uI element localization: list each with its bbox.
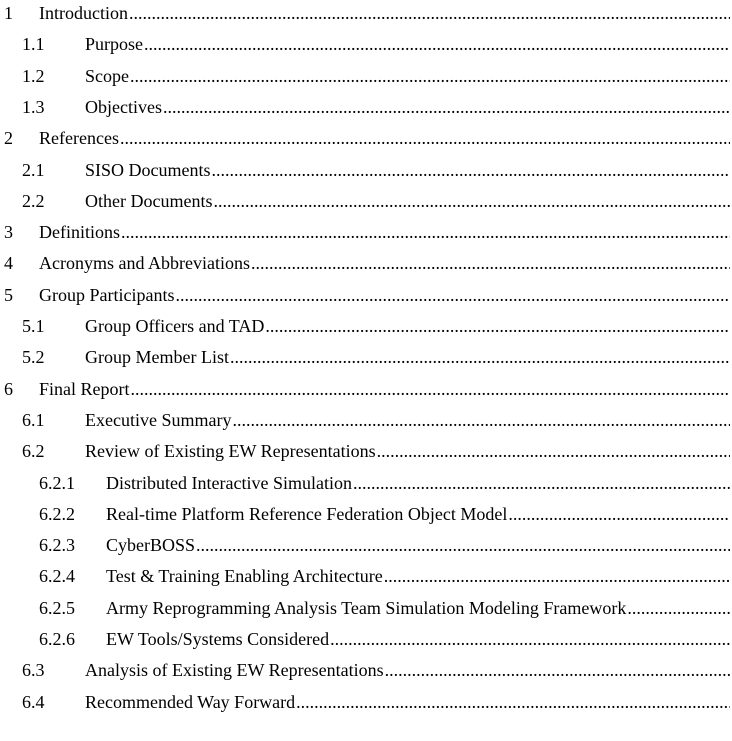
- toc-entry-title: Group Member List: [85, 347, 229, 367]
- toc-entry-title: Group Participants: [39, 285, 175, 305]
- dot-leader: [213, 189, 730, 213]
- toc-entry-number: 6.2.6: [39, 629, 75, 649]
- toc-entry-title-wrap: [85, 64, 730, 88]
- toc-entry-title-wrap: [106, 502, 730, 526]
- toc-entry-number: 6.4: [22, 692, 45, 712]
- toc-entry[interactable]: [0, 158, 730, 182]
- dot-leader: [377, 439, 730, 463]
- toc-entry-title: Objectives: [85, 97, 162, 117]
- toc-entry-title-wrap: [39, 126, 730, 150]
- toc-entry-number: 4: [4, 253, 13, 273]
- dot-leader: [508, 502, 730, 526]
- dot-leader: [120, 126, 730, 150]
- toc-entry-number: 6.2.5: [39, 598, 75, 618]
- toc-entry-number: 2.1: [22, 160, 45, 180]
- toc-entry-number: 3: [4, 222, 13, 242]
- toc-entry-title: Final Report: [39, 379, 130, 399]
- toc-entry-number: 6.2.3: [39, 535, 75, 555]
- toc-entry[interactable]: [0, 690, 730, 714]
- toc-entry-title: EW Tools/Systems Considered: [106, 629, 330, 649]
- toc-entry-title-wrap: [85, 95, 730, 119]
- toc-entry-title-wrap: [85, 32, 730, 56]
- toc-entry-title-wrap: [106, 564, 730, 588]
- toc-entry[interactable]: [0, 95, 730, 119]
- dot-leader: [330, 627, 730, 651]
- toc-entry[interactable]: [0, 377, 730, 401]
- toc-entry-title: References: [39, 128, 119, 148]
- dot-leader: [296, 690, 730, 714]
- toc-entry-number: 6.3: [22, 660, 45, 680]
- dot-leader: [144, 32, 730, 56]
- dot-leader: [163, 95, 730, 119]
- toc-entry-title-wrap: [106, 596, 730, 620]
- toc-entry-title-wrap: [85, 658, 730, 682]
- dot-leader: [121, 220, 730, 244]
- toc-entry[interactable]: [0, 220, 730, 244]
- toc-entry-number: 6: [4, 379, 13, 399]
- toc-entry-title-wrap: [106, 627, 730, 651]
- toc-entry[interactable]: [0, 471, 730, 495]
- toc-entry[interactable]: [0, 1, 730, 25]
- toc-entry-number: 2: [4, 128, 13, 148]
- toc-entry-title-wrap: [85, 158, 730, 182]
- dot-leader: [251, 251, 730, 275]
- toc-entry[interactable]: [0, 32, 730, 56]
- toc-entry-title: Other Documents: [85, 191, 213, 211]
- toc-entry[interactable]: [0, 564, 730, 588]
- toc-entry[interactable]: [0, 189, 730, 213]
- dot-leader: [131, 377, 731, 401]
- dot-leader: [212, 158, 731, 182]
- toc-entry-title: SISO Documents: [85, 160, 211, 180]
- toc-entry-number: 5.2: [22, 347, 45, 367]
- toc-entry-title-wrap: [39, 251, 730, 275]
- dot-leader: [129, 1, 730, 25]
- toc-entry-number: 2.2: [22, 191, 45, 211]
- toc-entry-title: Executive Summary: [85, 410, 232, 430]
- toc-entry[interactable]: [0, 627, 730, 651]
- dot-leader: [265, 314, 730, 338]
- toc-entry-title-wrap: [85, 439, 730, 463]
- toc-entry-title: Distributed Interactive Simulation: [106, 473, 352, 493]
- toc-entry-title: Definitions: [39, 222, 120, 242]
- toc-entry-title-wrap: [106, 533, 730, 557]
- toc-entry-title: Acronyms and Abbreviations: [39, 253, 250, 273]
- toc-entry-title-wrap: [106, 471, 730, 495]
- toc-entry-title-wrap: [39, 220, 730, 244]
- toc-entry-title-wrap: [85, 314, 730, 338]
- toc-entry[interactable]: [0, 314, 730, 338]
- toc-entry[interactable]: [0, 251, 730, 275]
- dot-leader: [175, 283, 730, 307]
- dot-leader: [232, 408, 730, 432]
- toc-entry-title: Recommended Way Forward: [85, 692, 296, 712]
- dot-leader: [230, 345, 730, 369]
- toc-entry-title-wrap: [39, 1, 730, 25]
- toc-entry-title-wrap: [85, 189, 730, 213]
- toc-entry[interactable]: [0, 502, 730, 526]
- toc-entry-number: 1.2: [22, 66, 45, 86]
- toc-entry-title: Army Reprogramming Analysis Team Simulation Modeling Framework: [106, 598, 627, 618]
- toc-entry-title: Scope: [85, 66, 129, 86]
- toc-entry-title: Analysis of Existing EW Representations: [85, 660, 384, 680]
- dot-leader: [196, 533, 730, 557]
- toc-entry-title: Purpose: [85, 34, 143, 54]
- toc-entry-title-wrap: [85, 408, 730, 432]
- dot-leader: [384, 564, 730, 588]
- toc-entry-title: Group Officers and TAD: [85, 316, 265, 336]
- toc-entry-title: Real-time Platform Reference Federation Object Model: [106, 504, 508, 524]
- toc-entry-title: Test & Training Enabling Architecture: [106, 566, 383, 586]
- toc-entry-number: 6.2.4: [39, 566, 75, 586]
- toc-entry-title: Review of Existing EW Representations: [85, 441, 376, 461]
- dot-leader: [353, 471, 730, 495]
- toc-entry-title: CyberBOSS: [106, 535, 196, 555]
- toc-entry-title-wrap: [85, 345, 730, 369]
- toc-entry[interactable]: [0, 283, 730, 307]
- toc-entry-title-wrap: [39, 377, 730, 401]
- toc-entry[interactable]: [0, 439, 730, 463]
- dot-leader: [130, 64, 730, 88]
- dot-leader: [385, 658, 730, 682]
- toc-entry-title-wrap: [39, 283, 730, 307]
- toc-entry-number: 6.2.2: [39, 504, 75, 524]
- toc-entry[interactable]: [0, 408, 730, 432]
- toc-entry[interactable]: [0, 596, 730, 620]
- toc-entry-number: 5: [4, 285, 13, 305]
- toc-entry-number: 5.1: [22, 316, 45, 336]
- toc-entry-title-wrap: [85, 690, 730, 714]
- toc-entry-number: 1.1: [22, 34, 45, 54]
- toc-entry[interactable]: [0, 345, 730, 369]
- toc-entry[interactable]: [0, 126, 730, 150]
- toc-entry[interactable]: [0, 533, 730, 557]
- toc-entry-number: 1.3: [22, 97, 45, 117]
- toc-entry-number: 6.1: [22, 410, 45, 430]
- toc-entry[interactable]: [0, 64, 730, 88]
- toc-entry-title: Introduction: [39, 3, 128, 23]
- toc-entry-number: 6.2.1: [39, 473, 75, 493]
- toc-entry-number: 6.2: [22, 441, 45, 461]
- toc-entry-number: 1: [4, 3, 13, 23]
- toc-entry[interactable]: [0, 658, 730, 682]
- dot-leader: [627, 596, 730, 620]
